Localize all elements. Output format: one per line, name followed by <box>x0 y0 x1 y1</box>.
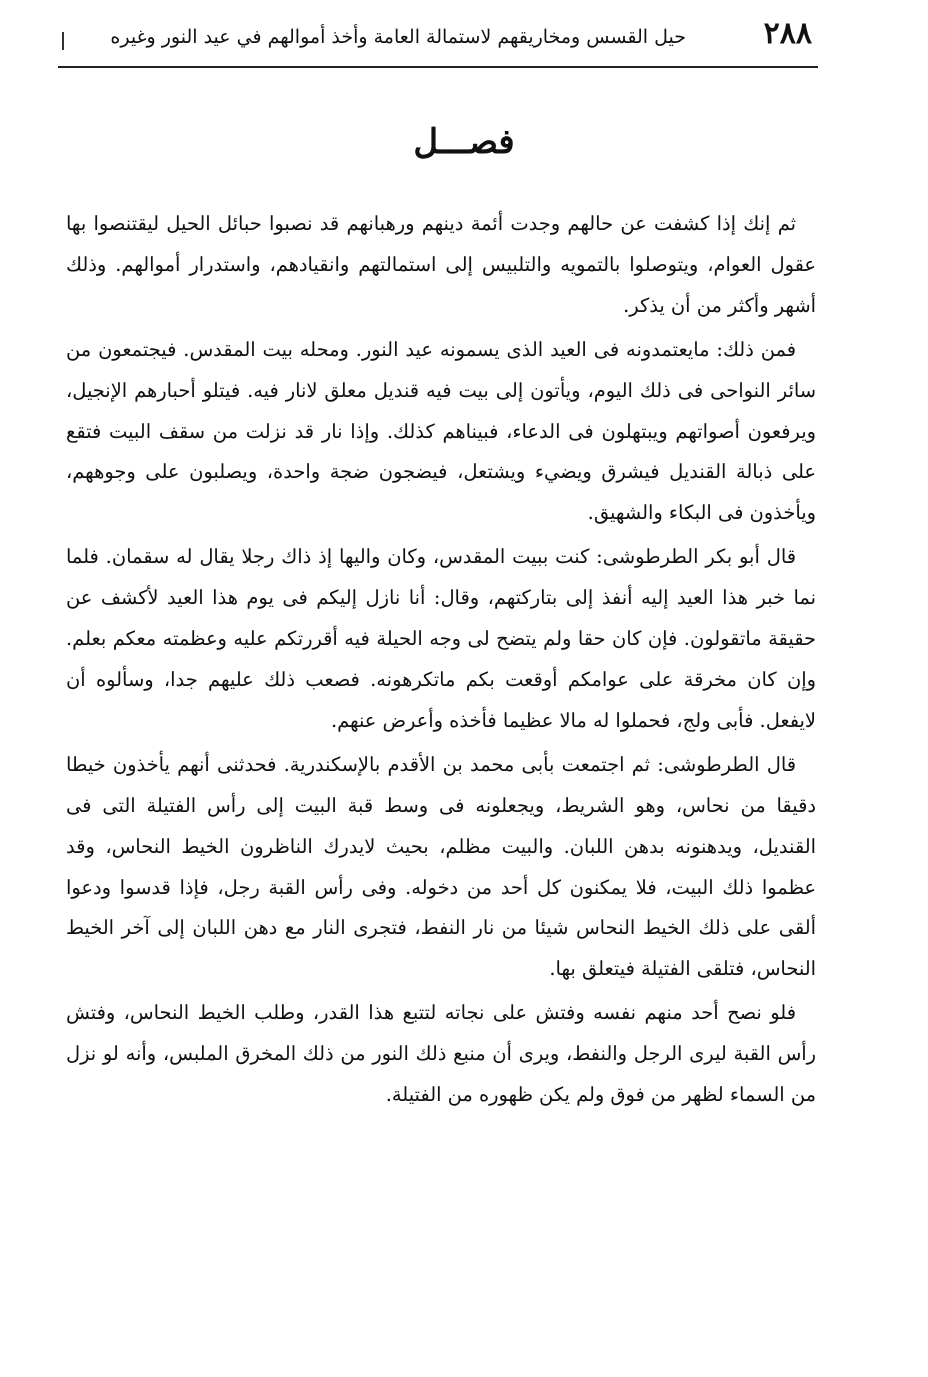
running-header-title: حيل القسس ومخاريقهم لاستمالة العامة وأخذ أموالهم في عيد النور وغيره <box>110 26 686 48</box>
section-heading: فصـــل <box>413 122 515 162</box>
paragraph-conclusion: فلو نصح أحد منهم نفسه وفتش على نجاته لتتبع هذا القدر، وطلب الخيط النحاس، وفتش رأس القبة ليرى الرجل والنفط، ويرى أن منبع ذلك النور من ذلك المخرق الملبس، وأنه لو نزل من السماء لظهر من فوق ولم يكن ظهوره من الفتيلة. <box>66 1001 816 1107</box>
running-header <box>58 14 818 68</box>
header-edge-mark <box>62 32 64 50</box>
paragraph-tartushi-account: قال أبو بكر الطرطوشى: كنت ببيت المقدس، وكان واليها إذ ذاك رجلا يقال له سقمان. فلما نما خبر هذا العيد إليه أنفذ إلى بتاركتهم، وقال: أنا نازل إليكم فى يوم هذا العيد لأكشف عن حقيقة ماتقولون. فإن كان حقا ولم يتضح لى وجه الحيلة فيه أقررتكم عليه وعظمته معكم بعلم. وإن كان مخرقة على عوامكم أوقعت بكم ماتكرهونه. فصعب ذلك عليهم جدا، وسألوه أن لايفعل. فأبى ولج، فحملوا له مالا عظيما فأخذه وأعرض عنهم. <box>66 545 816 732</box>
paragraph-trick-explained: قال الطرطوشى: ثم اجتمعت بأبى محمد بن الأقدم بالإسكندرية. فحدثنى أنهم يأخذون خيطا دقيقا من نحاس، وهو الشريط، ويجعلونه فى وسط قبة البيت إلى رأس الفتيلة التى فى القنديل، ويدهنونه بدهن اللبان. والبيت مظلم، بحيث لايدرك الناظرون الخيط النحاس، وقد عظموا ذلك البيت، فلا يمكنون كل أحد من دخوله. وفى رأس القبة رجل، فإذا قدسوا ودعوا ألقى على ذلك الخيط النحاس شيئا من نار النفط، فتجرى النار مع دهن اللبان إلى آخر الخيط النحاس، فتلقى الفتيلة فيتعلق بها. <box>66 752 816 981</box>
page-number: ٢٨٨ <box>763 16 812 51</box>
body-text <box>66 204 816 1119</box>
paragraph-festival: فمن ذلك: مايعتمدونه فى العيد الذى يسمونه عيد النور. ومحله بيت المقدس. فيجتمعون من سائر النواحى فى ذلك اليوم، ويأتون إلى بيت فيه قنديل معلق لانار فيه. فيتلو أحبارهم الإنجيل، ويرفعون أصواتهم ويبتهلون فى الدعاء، فبيناهم كذلك. وإذا نار قد نزلت من سقف البيت فتقع على ذبالة القنديل فيشرق ويضيء ويشتعل، فيضجون ضجة واحدة، ويصلبون على وجوههم، ويأخذون فى البكاء والشهيق. <box>66 337 816 525</box>
paragraph-intro: ثم إنك إذا كشفت عن حالهم وجدت أئمة دينهم ورهبانهم قد نصبوا حبائل الحيل ليقتنصوا بها عقول العوام، ويتوصلوا بالتمويه والتلبيس إلى استمالتهم وانقيادهم، واستدرار أموالهم. وذلك أشهر وأكثر من أن يذكر. <box>66 212 816 317</box>
